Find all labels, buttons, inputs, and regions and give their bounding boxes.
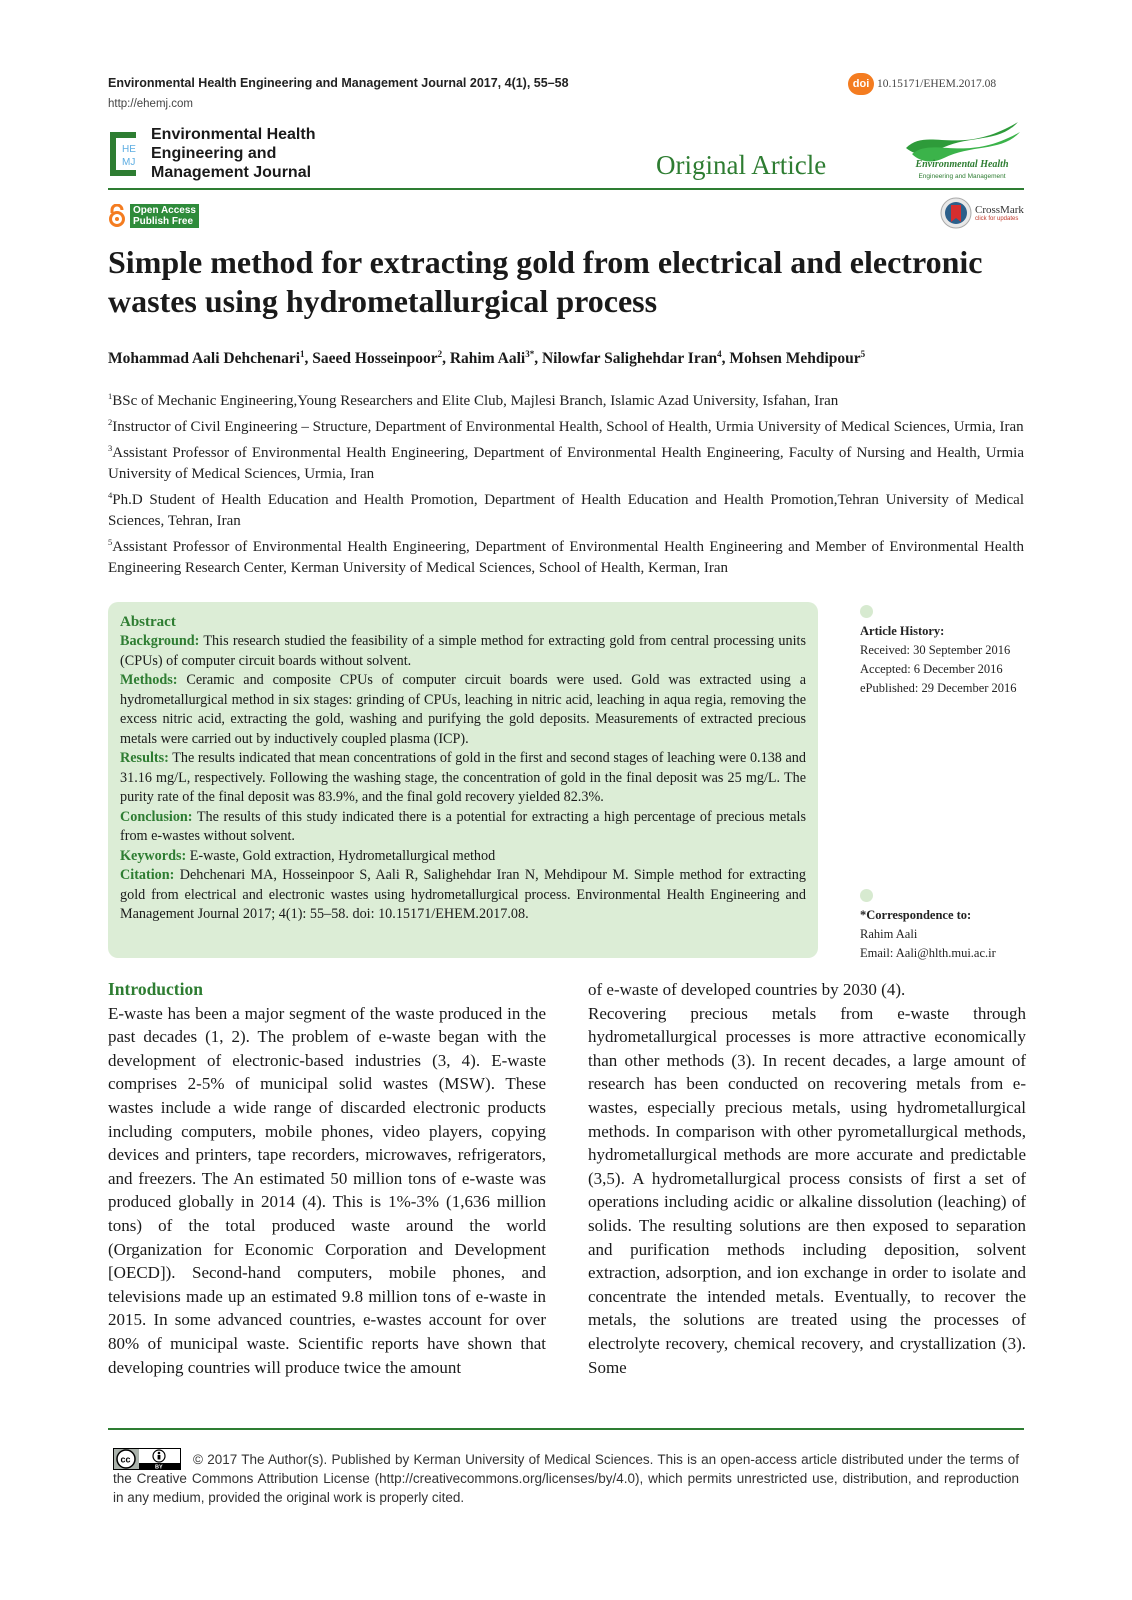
- conclusion-text: The results of this study indicated there is a potential for extracting a high percentage of precious metals from e-wastes without solvent.: [120, 808, 806, 844]
- affiliation-sup: 4: [108, 490, 113, 500]
- crossmark-icon: [940, 197, 972, 229]
- open-access-text: Open Access: [133, 205, 196, 216]
- open-access-label: [130, 204, 199, 228]
- author-sup: 3*: [525, 349, 535, 359]
- affiliation-sup: 2: [108, 417, 113, 427]
- correspondence-bullet: [860, 889, 873, 902]
- correspondence-email[interactable]: Email: Aali@hlth.mui.ac.ir: [860, 946, 996, 960]
- affiliation-text: Assistant Professor of Environmental Health Engineering, Department of Environmental Health Engineering, Faculty of Nursing and Health, Urmia University of Medical Sciences, Urmia, Iran: [108, 445, 1024, 482]
- header-divider: [108, 188, 1024, 190]
- crossmark-badge[interactable]: [940, 197, 1024, 229]
- license-text: © 2017 The Author(s). Published by Kerman University of Medical Sciences. This is an open-access article distributed under the terms of the Creative Commons Attribution License (http://creativecommons.org/licenses/by/4.0), which permits unrestricted use, distribution, and reproduction in any medium, provided the original work is properly cited.: [113, 1452, 1019, 1505]
- doi-icon: doi: [848, 73, 874, 95]
- author-sup: 4: [717, 349, 722, 359]
- author-sup: 5: [860, 349, 866, 359]
- body-column-left: [108, 978, 546, 1379]
- doi-badge[interactable]: [848, 73, 996, 95]
- eh-logo-name: Environmental Health: [915, 159, 1009, 170]
- crossmark-text: CrossMark: [975, 204, 1024, 216]
- crossmark-sub: click for updates: [975, 216, 1019, 222]
- results-text: The results indicated that mean concentrations of gold in the first and second stages of leaching were 0.138 and 31.16 mg/L, respectively. Following the washing stage, the concentration of gold in the final deposit was 25 mg/L. The purity rate of the final deposit was 83.9%, and the final gold recovery yielded 82.3%.: [120, 750, 806, 805]
- footer-divider: [108, 1428, 1024, 1430]
- affiliation: [108, 485, 1024, 532]
- abstract-heading: Abstract: [120, 614, 176, 630]
- cc-text: cc: [120, 1454, 131, 1465]
- affiliation: [108, 412, 1024, 438]
- author-list: Mohammad Aali Dehchenari$^1$, Saeed Hosseinpoor$^2$, Rahim Aali$^{3*}$, Nilowfar Salighehdar Iran$^4$, Mohsen Mehdipour$^5$: [108, 349, 866, 368]
- author-name: Saeed Hosseinpoor: [312, 350, 438, 368]
- history-received: Received: 30 September 2016: [860, 643, 1011, 657]
- abstract-methods: [120, 671, 806, 749]
- doi-text: 10.15171/EHEM.2017.08: [877, 78, 997, 90]
- abstract-background: [120, 632, 806, 671]
- affiliation-text: Instructor of Civil Engineering – Structure, Department of Environmental Health, School of Health, Urmia University of Medical Sciences, Urmia, Iran: [112, 419, 1024, 435]
- author-sup: 2: [437, 349, 443, 359]
- correspondence-title: *Correspondence to:: [860, 908, 972, 922]
- background-text: This research studied the feasibility of a simple method for extracting gold from central processing units (CPUs) of computer circuit boards without solvent.: [120, 633, 806, 669]
- history-title: Article History:: [860, 624, 945, 638]
- conclusion-label: Conclusion:: [120, 808, 193, 825]
- author-sup: 1: [300, 349, 305, 359]
- affiliation: [108, 438, 1024, 485]
- correspondence-name: Rahim Aali: [860, 927, 918, 941]
- open-access-badge[interactable]: [108, 204, 199, 228]
- logo-mark-he: HE: [122, 144, 136, 155]
- article-type: Original Article: [656, 150, 827, 180]
- affiliation-text: Assistant Professor of Environmental Health Engineering, Department of Environmental Health Engineering and Member of Environmental Health Engineering Research Center, Kerman University of Medical Sciences, School of Health, Kerman, Iran: [108, 539, 1024, 576]
- affiliation-text: Ph.D Student of Health Education and Health Promotion, Department of Health Education and Health Promotion,Tehran University of Medical Sciences, Tehran, Iran: [108, 492, 1024, 529]
- open-access-lock-icon: [108, 204, 126, 228]
- affiliation-sup: 1: [108, 391, 113, 401]
- affiliation: [108, 532, 1024, 579]
- body-paragraph: of e-waste of developed countries by 2030 (4).: [588, 980, 906, 999]
- citation-text: Dehchenari MA, Hosseinpoor S, Aali R, Salighehdar Iran N, Mehdipour M. Simple method for extracting gold from electrical and electronic wastes using hydrometallurgical process. Environmental Health Engineering and Management Journal 2017; 4(1): 55–58. doi: 10.15171/EHEM.2017.08.: [120, 867, 806, 922]
- history-accepted: Accepted: 6 December 2016: [860, 662, 1003, 676]
- correspondence: [860, 906, 996, 963]
- introduction-heading: Introduction: [108, 979, 203, 999]
- publish-free-text: Publish Free: [133, 216, 194, 227]
- keywords-text: E-waste, Gold extraction, Hydrometallurgical method: [189, 847, 496, 864]
- author-name: Mohammad Aali Dehchenari: [108, 350, 301, 368]
- eh-logo-sub: Engineering and Management: [918, 173, 1006, 180]
- by-text: BY: [155, 1464, 163, 1470]
- history-bullet: [860, 605, 873, 618]
- affiliation-text: BSc of Mechanic Engineering,Young Researchers and Elite Club, Majlesi Branch, Islamic Azad University, Isfahan, Iran: [112, 393, 839, 409]
- keywords-label: Keywords:: [120, 847, 187, 864]
- background-label: Background:: [120, 633, 200, 649]
- abstract-results: [120, 749, 806, 808]
- journal-citation-line: Environmental Health Engineering and Management Journal 2017, 4(1), 55–58: [108, 76, 569, 90]
- body-column-right: [588, 978, 1026, 1379]
- journal-url[interactable]: http://ehemj.com: [108, 98, 194, 110]
- affiliation-sup: 5: [108, 537, 113, 547]
- abstract-keywords: [120, 847, 806, 867]
- citation-label: Citation:: [120, 867, 175, 883]
- journal-logo-title: Environmental Health Engineering and Management Journal: [151, 126, 316, 181]
- affiliation-sup: 3: [108, 443, 113, 453]
- paper-title: Simple method for extracting gold from electrical and electronic wastes using hydrometallurgical process: [108, 244, 983, 319]
- article-history: [860, 622, 1017, 698]
- abstract-box: [108, 602, 818, 958]
- affiliation: [108, 386, 1024, 412]
- body-paragraph: E-waste has been a major segment of the waste produced in the past decades (1, 2). The problem of e-waste began with the development of electronic-based industries (3, 4). E-waste comprises 2-5% of municipal solid wastes (MSW). These wastes include a wide range of discarded electronic products including computers, mobile phones, video players, copying devices and printers, tape recorders, microwaves, refrigerators, and freezers. The An estimated 50 million tons of e-waste was produced globally in 2014 (4). This is 1%-3% (1,636 million tons) of the total produced waste around the world (Organization for Economic Corporation and Development [OECD]). Second-hand computers, mobile phones, and televisions made up an estimated 9.8 million tons of e-waste in 2015. In some advanced countries, e-wastes account for over 80% of municipal waste. Scientific reports have shown that developing countries will produce twice the amount: [108, 1003, 546, 1377]
- results-label: Results:: [120, 750, 169, 766]
- author-name: Nilowfar Salighehdar Iran: [541, 350, 718, 368]
- author-name: Mohsen Mehdipour: [729, 350, 861, 368]
- journal-logo-icon: [108, 130, 138, 178]
- logo-mark-mj: MJ: [122, 157, 136, 168]
- methods-label: Methods:: [120, 672, 178, 688]
- history-epublished: ePublished: 29 December 2016: [860, 681, 1017, 695]
- methods-text: Ceramic and composite CPUs of computer circuit boards were used. Gold was extracted using a hydrometallurgical method in six stages: grinding of CPUs, leaching in nitric acid, leaching in aqua regia, removing the excess nitric acid, extracting the gold, washing and purifying the gold deposits. Measurements of extracted precious metals were carried out by inductively coupled plasma (ICP).: [120, 672, 807, 747]
- abstract-citation: [120, 866, 806, 925]
- affiliations: [108, 386, 1024, 579]
- abstract-conclusion: [120, 808, 806, 847]
- author-name: Rahim Aali: [449, 350, 526, 368]
- body-paragraph: Recovering precious metals from e-waste through hydrometallurgical processes is more attractive economically than other methods (3). In recent decades, a large amount of research has been conducted on recovering metals from e-wastes, especially precious metals, using hydrometallurgical methods. In comparison with other pyrometallurgical methods, hydrometallurgical methods are more accurate and predictable (3,5). A hydrometallurgical process consists of first a set of operations including acidic or alkaline dissolution (leaching) of solids. The resulting solutions are then exposed to separation and purification methods including deposition, solvent extraction, adsorption, and ion exchange in order to isolate and concentrate the intended metals. Eventually, to recover the metals, the solutions are treated using the processes of electrolyte recovery, chemical recovery, and crystallization (3). Some: [588, 1003, 1026, 1377]
